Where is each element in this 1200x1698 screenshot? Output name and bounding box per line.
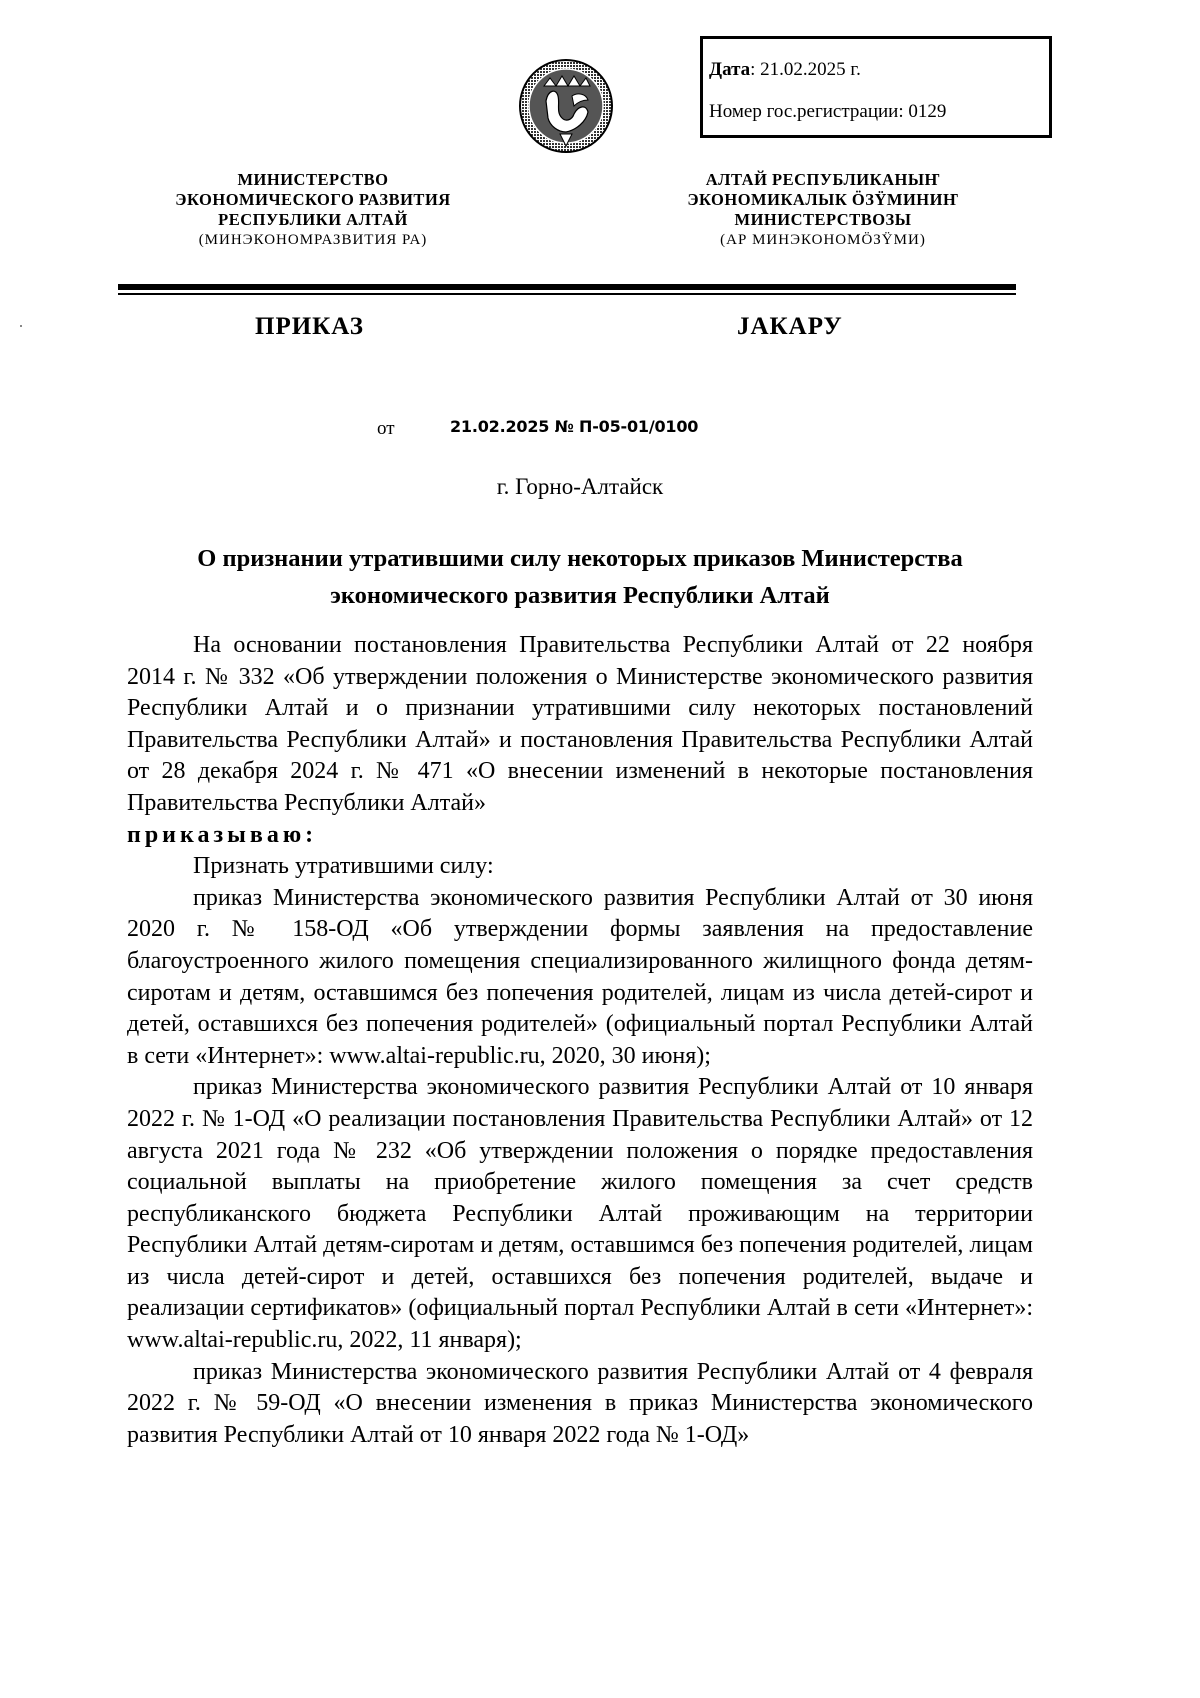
- doc-type-russian: ПРИКАЗ: [255, 313, 364, 340]
- document-title: [120, 540, 1040, 614]
- doc-type-altai: JАКАРУ: [737, 313, 843, 340]
- order-number: 21.02.2025 № П-05-01/0100: [450, 417, 699, 436]
- order-word: приказываю:: [127, 821, 318, 848]
- registration-number-value: : 0129: [898, 101, 947, 122]
- org-abbreviation: (МИНЭКОНОМРАЗВИТИЯ РА): [198, 232, 428, 248]
- org-name-line-3: МИНИСТЕРСТВОЗЫ: [734, 210, 912, 229]
- order-from-label: от: [377, 418, 395, 439]
- registration-number-label: Номер гос.регистрации: [709, 101, 899, 122]
- repealed-order-item: приказ Министерства экономического развития Республики Алтай от 30 июня 2020 г. № 158-ОД «Об утверждении формы заявления на предоставление благоустроенного жилого помещения специализированного жилищного фонда детям-сиротам и детям, оставшимся без попечения родителей, лицам из числа детей-сирот и детей, оставшихся без попечения родителей» (официальный портал Республики Алтай в сети «Интернет»: www.altai-republic.ru, 2020, 30 июня);: [127, 884, 1033, 1069]
- order-word-paragraph: [127, 820, 1033, 852]
- document-title-line-2: экономического развития Республики Алтай: [330, 582, 830, 609]
- org-abbreviation: (АР МИНЭКОНОМÖЗŸМИ): [720, 232, 926, 248]
- org-name-line-2: ЭКОНОМИЧЕСКОГО РАЗВИТИЯ: [175, 190, 451, 209]
- document-body: [127, 630, 1033, 1451]
- repealed-order-item: приказ Министерства экономического развития Республики Алтай от 4 февраля 2022 г. № 59-ОД «О внесении изменения в приказ Министерства экономического развития Республики Алтай от 10 января 2022 года № 1-ОД»: [127, 1358, 1033, 1448]
- org-header-altai: [643, 170, 1003, 250]
- directive-paragraph: Признать утратившими силу:: [193, 853, 494, 880]
- registration-number: [709, 101, 946, 123]
- scan-speck: [20, 325, 22, 327]
- city: г. Горно-Алтайск: [496, 474, 664, 499]
- repealed-order-item: приказ Министерства экономического развития Республики Алтай от 10 января 2022 г. № 1-ОД «О реализации постановления Правительства Республики Алтай» от 12 августа 2021 года № 232 «Об утверждении положения о порядке предоставления социальной выплаты на приобретение жилого помещения за счет средств республиканского бюджета Республики Алтай проживающим на территории Республики Алтай детям-сиротам и детям, оставшимся без попечения родителей, лицам из числа детей-сирот и детей, оставшихся без попечения родителей, выдаче и реализации сертификатов» (официальный портал Республики Алтай в сети «Интернет»: www.altai-republic.ru, 2022, 11 января);: [127, 1074, 1033, 1354]
- registration-date-label: Дата: [709, 59, 751, 80]
- preamble-paragraph: На основании постановления Правительства Республики Алтай от 22 ноября 2014 г. № 332 «Об утверждении положения о Министерстве экономического развития Республики Алтай и о признании утратившими силу некоторых постановлений Правительства Республики Алтай» и постановления Правительства Республики Алтай от 28 декабря 2024 г. № 471 «О внесении изменений в некоторые постановления Правительства Республики Алтай»: [127, 632, 1033, 816]
- registration-date-value: : 21.02.2025 г.: [750, 59, 861, 80]
- coat-of-arms-icon: [516, 56, 616, 156]
- registration-date: [709, 59, 861, 81]
- registration-stamp: [700, 36, 1052, 138]
- org-name-line-1: АЛТАЙ РЕСПУБЛИКАНЫҤ: [705, 170, 941, 189]
- org-name-line-3: РЕСПУБЛИКИ АЛТАЙ: [218, 210, 408, 229]
- org-header-russian: [133, 170, 493, 250]
- org-name-line-2: ЭКОНОМИКАЛЫК ÖЗŸМИНИҤ: [687, 190, 959, 209]
- org-name-line-1: МИНИСТЕРСТВО: [237, 170, 389, 189]
- header-divider-thick: [118, 284, 1016, 290]
- header-divider-thin: [118, 293, 1016, 295]
- document-title-line-1: О признании утратившими силу некоторых приказов Министерства: [197, 545, 963, 572]
